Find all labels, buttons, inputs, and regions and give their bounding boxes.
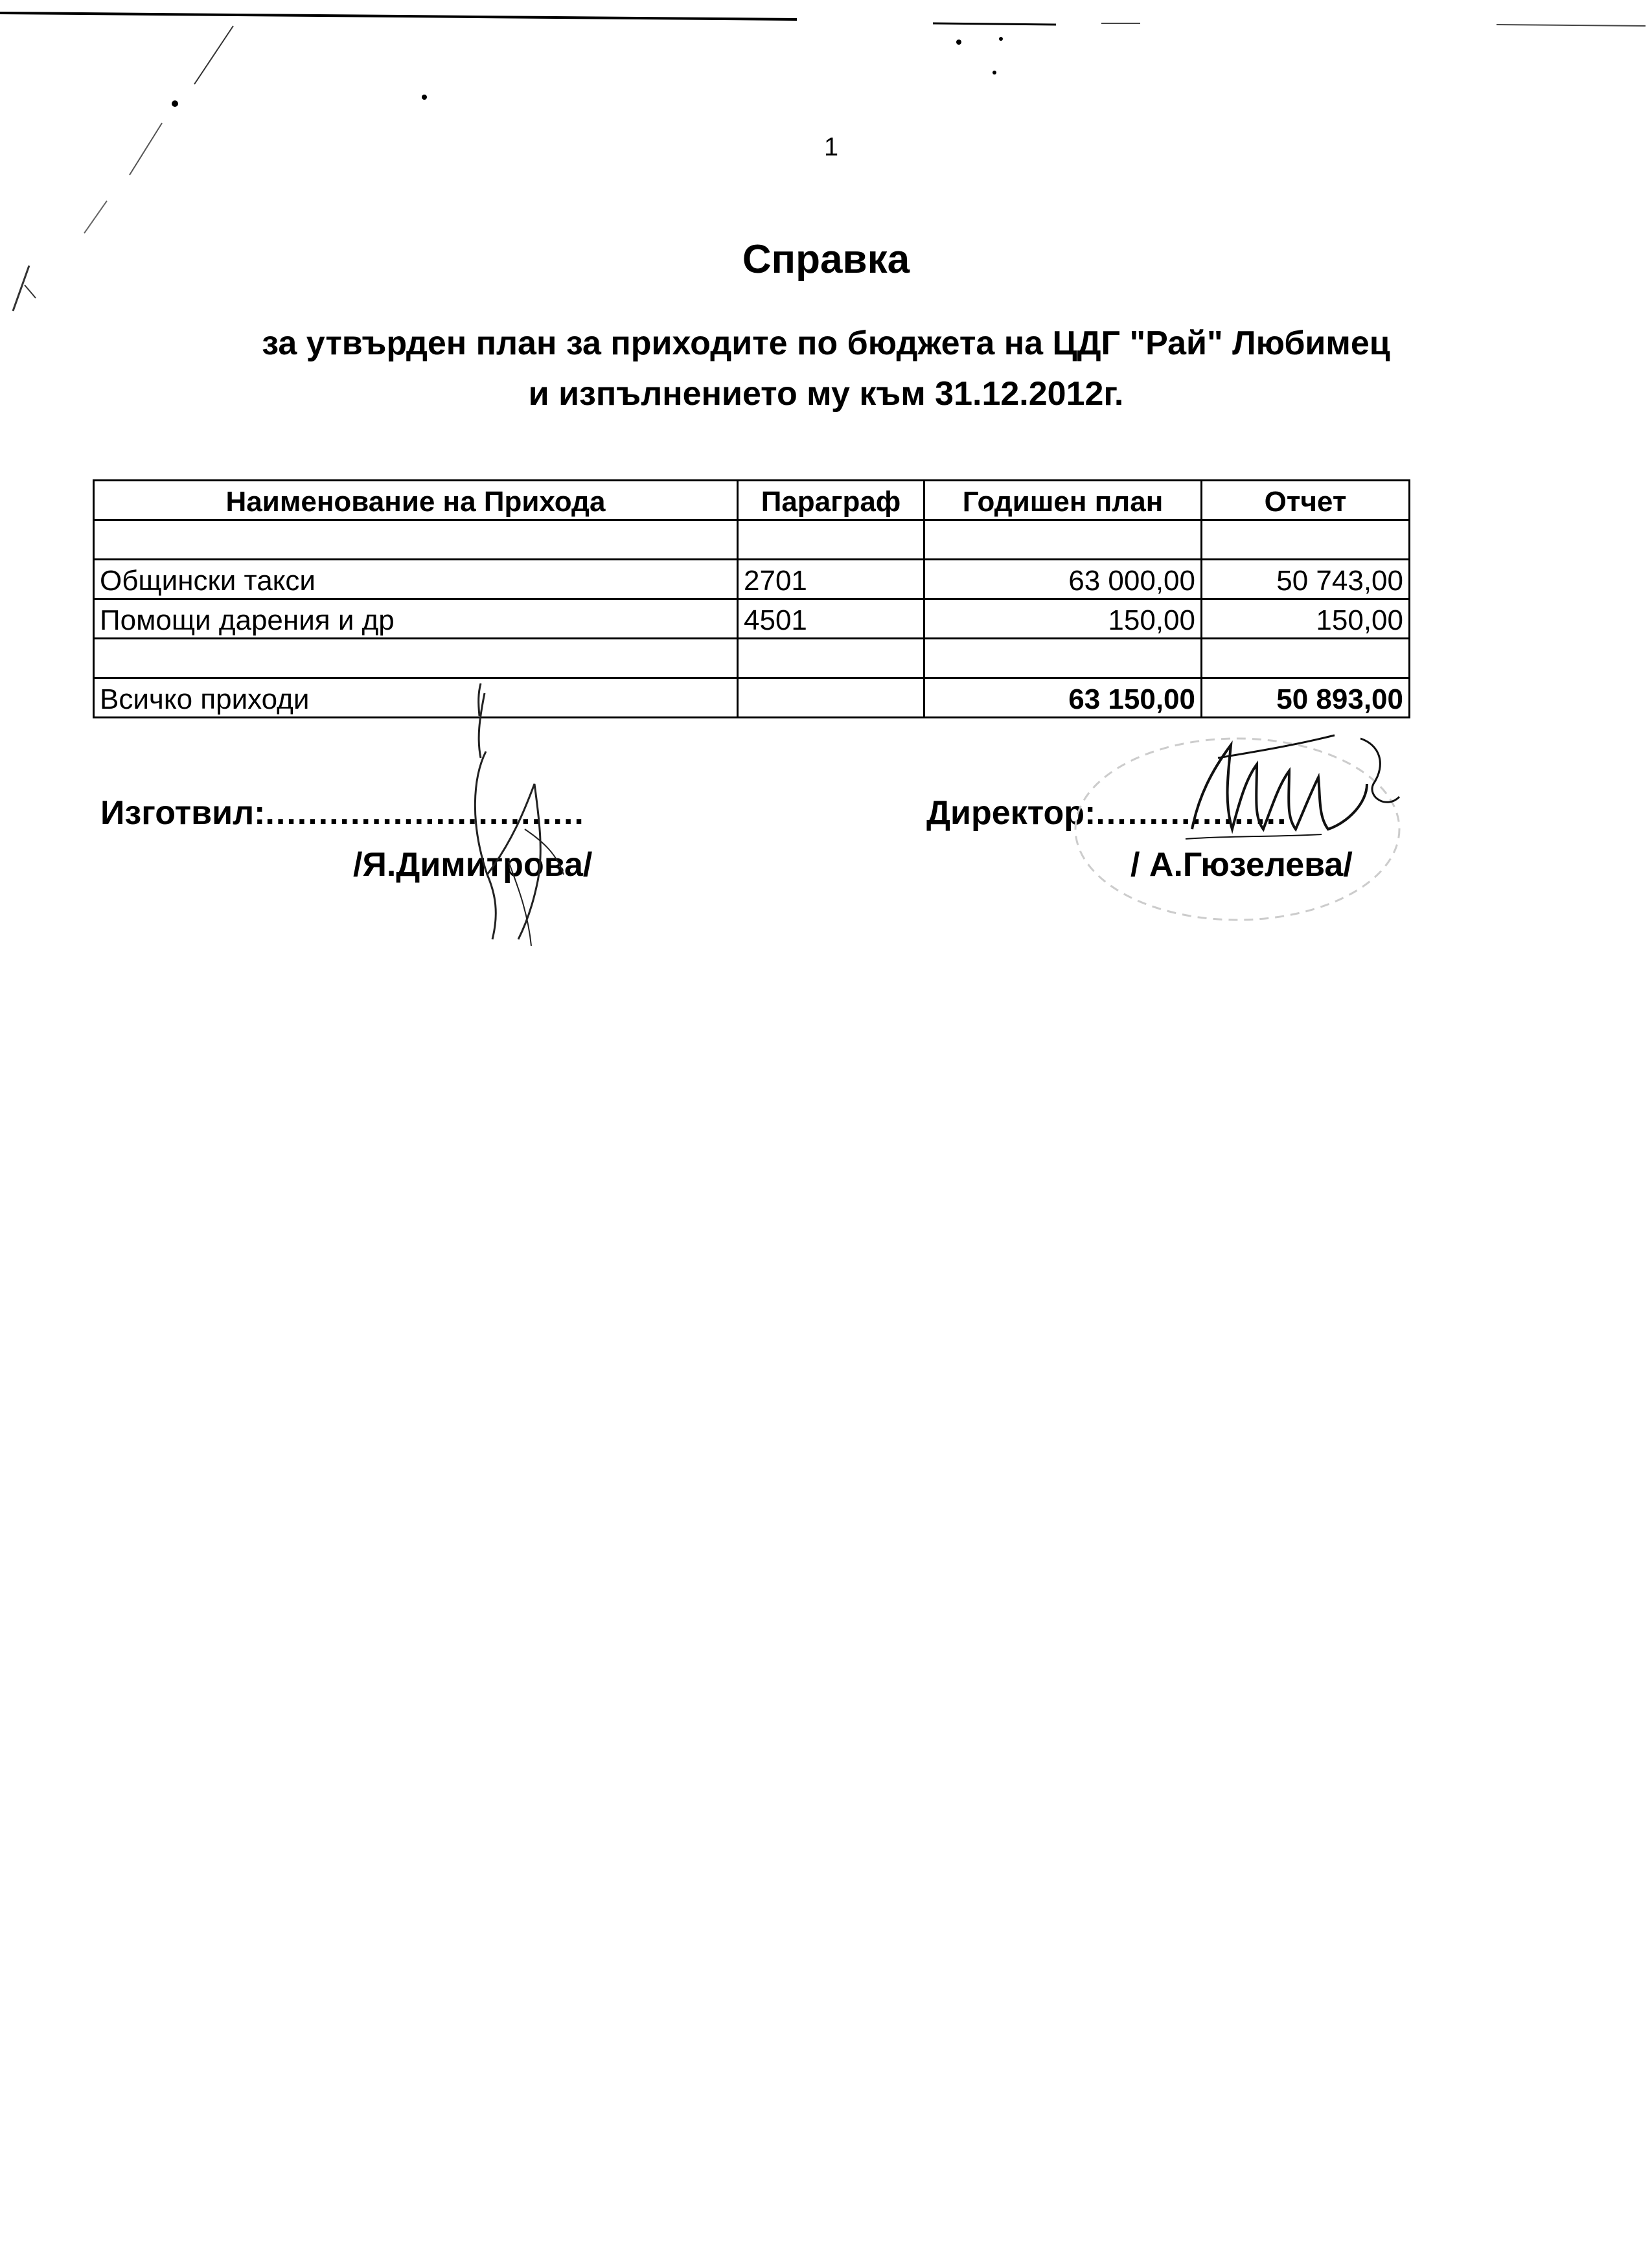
column-header-paragraph: Параграф: [738, 481, 924, 520]
cell-plan: 150,00: [924, 599, 1202, 639]
cell-name: Общински такси: [94, 560, 738, 599]
table-row: [94, 520, 1410, 560]
table-header-row: [94, 481, 1410, 520]
director-label: Директор:: [926, 794, 1096, 832]
cell-name: [94, 639, 738, 678]
cell-paragraph: [738, 678, 924, 718]
cell-paragraph: 2701: [738, 560, 924, 599]
cell-report: 150,00: [1202, 599, 1410, 639]
director-dots: ..................: [1096, 794, 1288, 832]
cell-paragraph: 4501: [738, 599, 924, 639]
document-subtitle-line-2: и изпълнението му към 31.12.2012г.: [528, 375, 1124, 413]
director-signature: [1062, 700, 1425, 933]
director-name: / А.Гюзелева/: [1130, 846, 1353, 884]
cell-paragraph: [738, 639, 924, 678]
prepared-by-dots: ..............................: [265, 794, 585, 832]
cell-report: [1202, 520, 1410, 560]
table-row: [94, 639, 1410, 678]
table-row: [94, 560, 1410, 599]
prepared-by-label: Изготвил:: [100, 794, 266, 832]
cell-plan: 63 000,00: [924, 560, 1202, 599]
column-header-report: Отчет: [1202, 481, 1410, 520]
cell-plan: [924, 520, 1202, 560]
revenue-table: [93, 479, 1410, 718]
cell-report: 50 893,00: [1202, 678, 1410, 718]
document-subtitle-line-1: за утвърден план за приходите по бюджета на ЦДГ "Рай" Любимец: [262, 325, 1390, 362]
table-row: [94, 599, 1410, 639]
document-title: Справка: [742, 237, 910, 282]
cell-report: [1202, 639, 1410, 678]
handwritten-mark: [473, 680, 486, 719]
cell-plan: [924, 639, 1202, 678]
cell-name: [94, 520, 738, 560]
page-number: 1: [823, 133, 839, 161]
cell-name: Помощи дарения и др: [94, 599, 738, 639]
cell-report: 50 743,00: [1202, 560, 1410, 599]
cell-plan: 63 150,00: [924, 678, 1202, 718]
cell-name: Всичко приходи: [94, 678, 738, 718]
column-header-name: Наименование на Прихода: [94, 481, 738, 520]
cell-paragraph: [738, 520, 924, 560]
prepared-by-name: /Я.Димитрова/: [353, 846, 593, 884]
column-header-plan: Годишен план: [924, 481, 1202, 520]
preparer-signature: [447, 680, 577, 952]
